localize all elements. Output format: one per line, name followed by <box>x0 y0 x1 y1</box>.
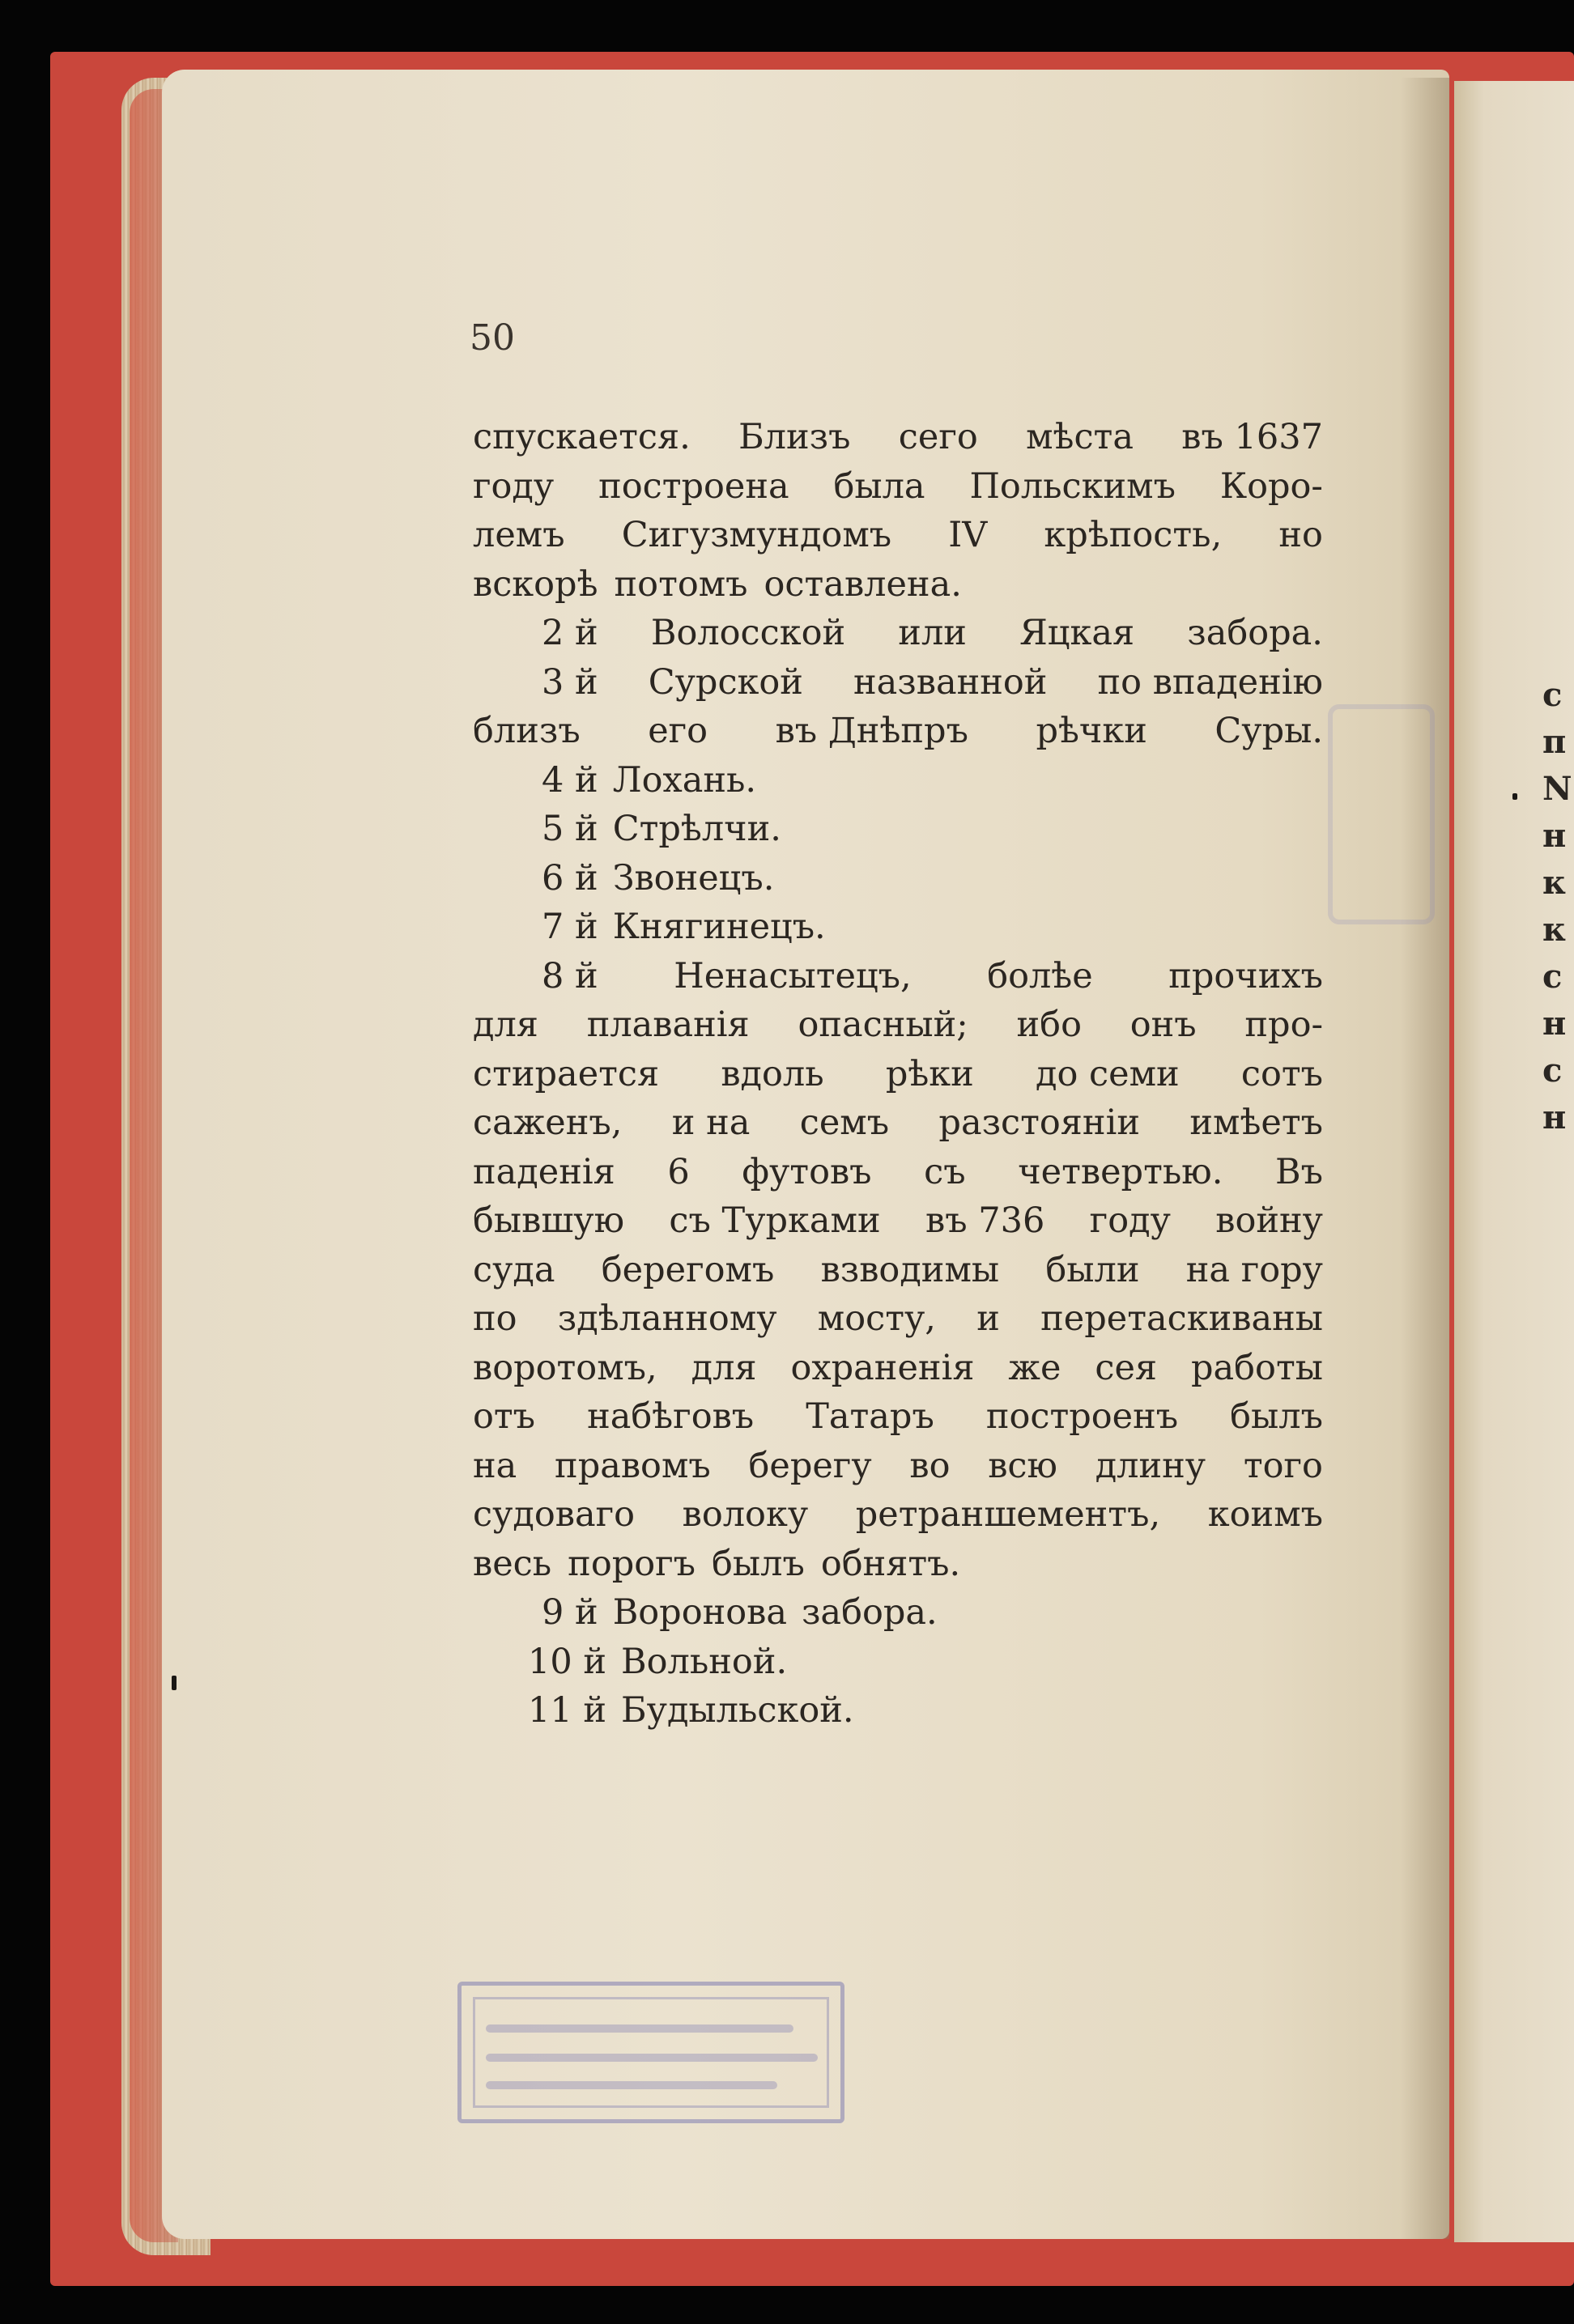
facing-page-text-fragments <box>1542 672 1574 1481</box>
text-line <box>473 511 1323 560</box>
text-line <box>473 1344 1323 1393</box>
text-line <box>473 609 1323 658</box>
word: про- <box>1244 1005 1323 1045</box>
word: 5 й <box>542 809 598 849</box>
text-line <box>473 1490 1323 1540</box>
word: Княгинецъ. <box>612 907 826 947</box>
facing-page-letter: к <box>1542 864 1566 902</box>
word: IV <box>948 515 988 555</box>
ink-speck <box>1512 793 1517 800</box>
word: крѣпость, <box>1044 515 1223 555</box>
word: ретраншементъ, <box>855 1494 1161 1535</box>
word: во <box>909 1445 951 1486</box>
word: болѣе <box>987 955 1093 996</box>
word: Суры. <box>1215 711 1323 751</box>
word: 6 <box>667 1151 690 1192</box>
text-line <box>473 805 1323 854</box>
word: оставлена. <box>764 563 962 605</box>
word: прочихъ <box>1168 955 1323 996</box>
word: 11 й <box>528 1690 607 1731</box>
word: 9 й <box>542 1592 598 1633</box>
text-line <box>473 1588 1323 1638</box>
word: рѣчки <box>1036 711 1147 751</box>
word: для <box>473 1005 538 1045</box>
word: былъ <box>712 1543 805 1584</box>
word: 7 й <box>542 907 598 947</box>
word: опасный; <box>798 1005 968 1045</box>
word: 10 й <box>528 1641 607 1682</box>
library-stamp <box>457 1982 844 2123</box>
bleed-through-stamp <box>1328 704 1435 924</box>
facing-page-letter: с <box>1542 1052 1563 1090</box>
word: была <box>833 465 925 507</box>
word: съ Турками <box>669 1200 881 1241</box>
word: 8 й <box>542 955 598 996</box>
word: вскорѣ <box>473 563 598 605</box>
word: плаванiя <box>586 1005 750 1045</box>
facing-page-letter: с <box>1542 676 1563 714</box>
text-line <box>473 756 1323 805</box>
text-line <box>473 1148 1323 1197</box>
text-line <box>473 1050 1323 1099</box>
word: на гору <box>1185 1249 1323 1290</box>
word: забора. <box>1187 613 1323 653</box>
word: по впаденiю <box>1097 661 1323 703</box>
word: Близъ <box>738 417 851 457</box>
word: на <box>473 1445 517 1486</box>
word: работы <box>1191 1347 1323 1388</box>
word: мѣста <box>1026 417 1134 457</box>
facing-page-letter: N <box>1542 770 1572 808</box>
word: 6 й <box>542 857 598 899</box>
word: были <box>1045 1249 1140 1290</box>
word: отъ <box>473 1396 536 1437</box>
word: Стрѣлчи. <box>612 809 781 849</box>
text-line <box>473 952 1323 1001</box>
word: Звонецъ. <box>612 857 775 899</box>
text-line <box>473 1196 1323 1246</box>
word: волоку <box>682 1494 809 1535</box>
facing-page-letter: н <box>1542 1005 1567 1043</box>
word: правомъ <box>555 1445 711 1486</box>
text-line <box>473 1442 1323 1491</box>
page-number: 50 <box>470 317 515 359</box>
text-line <box>473 707 1323 756</box>
page-text <box>473 413 1323 1736</box>
word: ибо <box>1016 1005 1082 1045</box>
word: 3 й <box>542 661 598 703</box>
text-line <box>473 1686 1323 1736</box>
word: берегомъ <box>601 1249 775 1290</box>
word: длину <box>1095 1445 1206 1486</box>
word: построена <box>598 465 789 507</box>
word: порогъ <box>568 1543 696 1584</box>
word: названной <box>853 661 1048 703</box>
word: сотъ <box>1240 1053 1323 1094</box>
word: до семи <box>1036 1053 1180 1094</box>
word: онъ <box>1129 1005 1197 1045</box>
word: перетаскиваны <box>1040 1298 1323 1339</box>
ink-speck <box>172 1676 177 1690</box>
word: 4 й <box>542 759 598 801</box>
text-line <box>473 1001 1323 1050</box>
word: построенъ <box>985 1396 1179 1437</box>
word: бывшую <box>473 1200 625 1241</box>
text-line <box>473 1294 1323 1344</box>
facing-page-letter: к <box>1542 911 1566 949</box>
stamp-text-line <box>486 2081 777 2089</box>
word: году <box>1089 1200 1171 1241</box>
word: въ Днѣпръ <box>775 711 968 751</box>
word: саженъ, <box>473 1103 623 1143</box>
word: съ <box>924 1151 966 1192</box>
word: 2 й <box>542 613 598 653</box>
word: стирается <box>473 1053 660 1094</box>
text-line <box>473 1246 1323 1295</box>
word: и на <box>671 1103 751 1143</box>
word: футовъ <box>742 1151 872 1192</box>
word: взводимы <box>820 1249 1000 1290</box>
facing-page-letter: н <box>1542 1098 1567 1137</box>
word: для <box>691 1347 757 1388</box>
word: спускается. <box>473 417 691 457</box>
word: набѣговъ <box>587 1396 755 1437</box>
word: суда <box>473 1249 555 1290</box>
word: Будыльской. <box>621 1690 854 1731</box>
word: войну <box>1215 1200 1323 1241</box>
text-line <box>473 1638 1323 1687</box>
text-line <box>473 560 1323 610</box>
word: четвертью. <box>1018 1151 1223 1192</box>
text-line <box>473 903 1323 952</box>
word: забора. <box>801 1592 938 1633</box>
word: близъ <box>473 711 581 751</box>
text-line <box>473 1540 1323 1589</box>
word: сея <box>1095 1347 1158 1388</box>
word: же <box>1008 1347 1061 1388</box>
text-line <box>473 854 1323 903</box>
library-stamp-frame <box>473 1997 829 2108</box>
word: здѣланному <box>557 1298 777 1339</box>
word: Въ <box>1274 1151 1323 1192</box>
word: Татаръ <box>806 1396 934 1437</box>
word: его <box>648 711 708 751</box>
word: Ненасытецъ, <box>674 955 912 996</box>
text-line <box>473 1392 1323 1442</box>
word: Вольной. <box>621 1641 788 1682</box>
text-line <box>473 462 1323 512</box>
word: Лохань. <box>612 759 757 801</box>
word: лемъ <box>473 515 565 555</box>
word: разстоянiи <box>938 1103 1140 1143</box>
word: въ 736 <box>925 1200 1045 1241</box>
word: воротомъ, <box>473 1347 657 1388</box>
word: или <box>898 613 967 653</box>
word: потомъ <box>614 563 748 605</box>
word: судоваго <box>473 1494 636 1535</box>
text-line <box>473 1098 1323 1148</box>
word: Волосской <box>650 613 846 653</box>
word: сего <box>898 417 978 457</box>
word: въ 1637 <box>1181 417 1323 457</box>
facing-page-letter: с <box>1542 958 1563 996</box>
word: семъ <box>799 1103 890 1143</box>
word: вдоль <box>721 1053 824 1094</box>
word: но <box>1278 515 1323 555</box>
facing-page-letter: н <box>1542 817 1567 855</box>
word: паденiя <box>473 1151 615 1192</box>
word: весь <box>473 1543 552 1584</box>
word: берегу <box>748 1445 872 1486</box>
word: обнятъ. <box>820 1543 961 1584</box>
word: году <box>473 465 555 507</box>
word: по <box>473 1298 517 1339</box>
word: Сурской <box>648 661 803 703</box>
stamp-text-line <box>486 2054 818 2062</box>
word: Польскимъ <box>969 465 1176 507</box>
word: Воронова <box>612 1592 787 1633</box>
page-gutter-shadow <box>1401 78 1449 2239</box>
word: Коро- <box>1219 465 1323 507</box>
word: того <box>1243 1445 1323 1486</box>
word: рѣки <box>885 1053 974 1094</box>
text-line <box>473 658 1323 707</box>
text-line <box>473 413 1323 462</box>
word: коимъ <box>1207 1494 1323 1535</box>
word: Сигузмундомъ <box>621 515 892 555</box>
word: и <box>976 1298 1000 1339</box>
word: всю <box>988 1445 1057 1486</box>
word: охраненiя <box>790 1347 975 1388</box>
word: имѣетъ <box>1189 1103 1323 1143</box>
word: Яцкая <box>1019 613 1135 653</box>
facing-page-letter: п <box>1542 723 1567 761</box>
word: былъ <box>1230 1396 1323 1437</box>
word: мосту, <box>817 1298 936 1339</box>
stamp-text-line <box>486 2024 793 2033</box>
